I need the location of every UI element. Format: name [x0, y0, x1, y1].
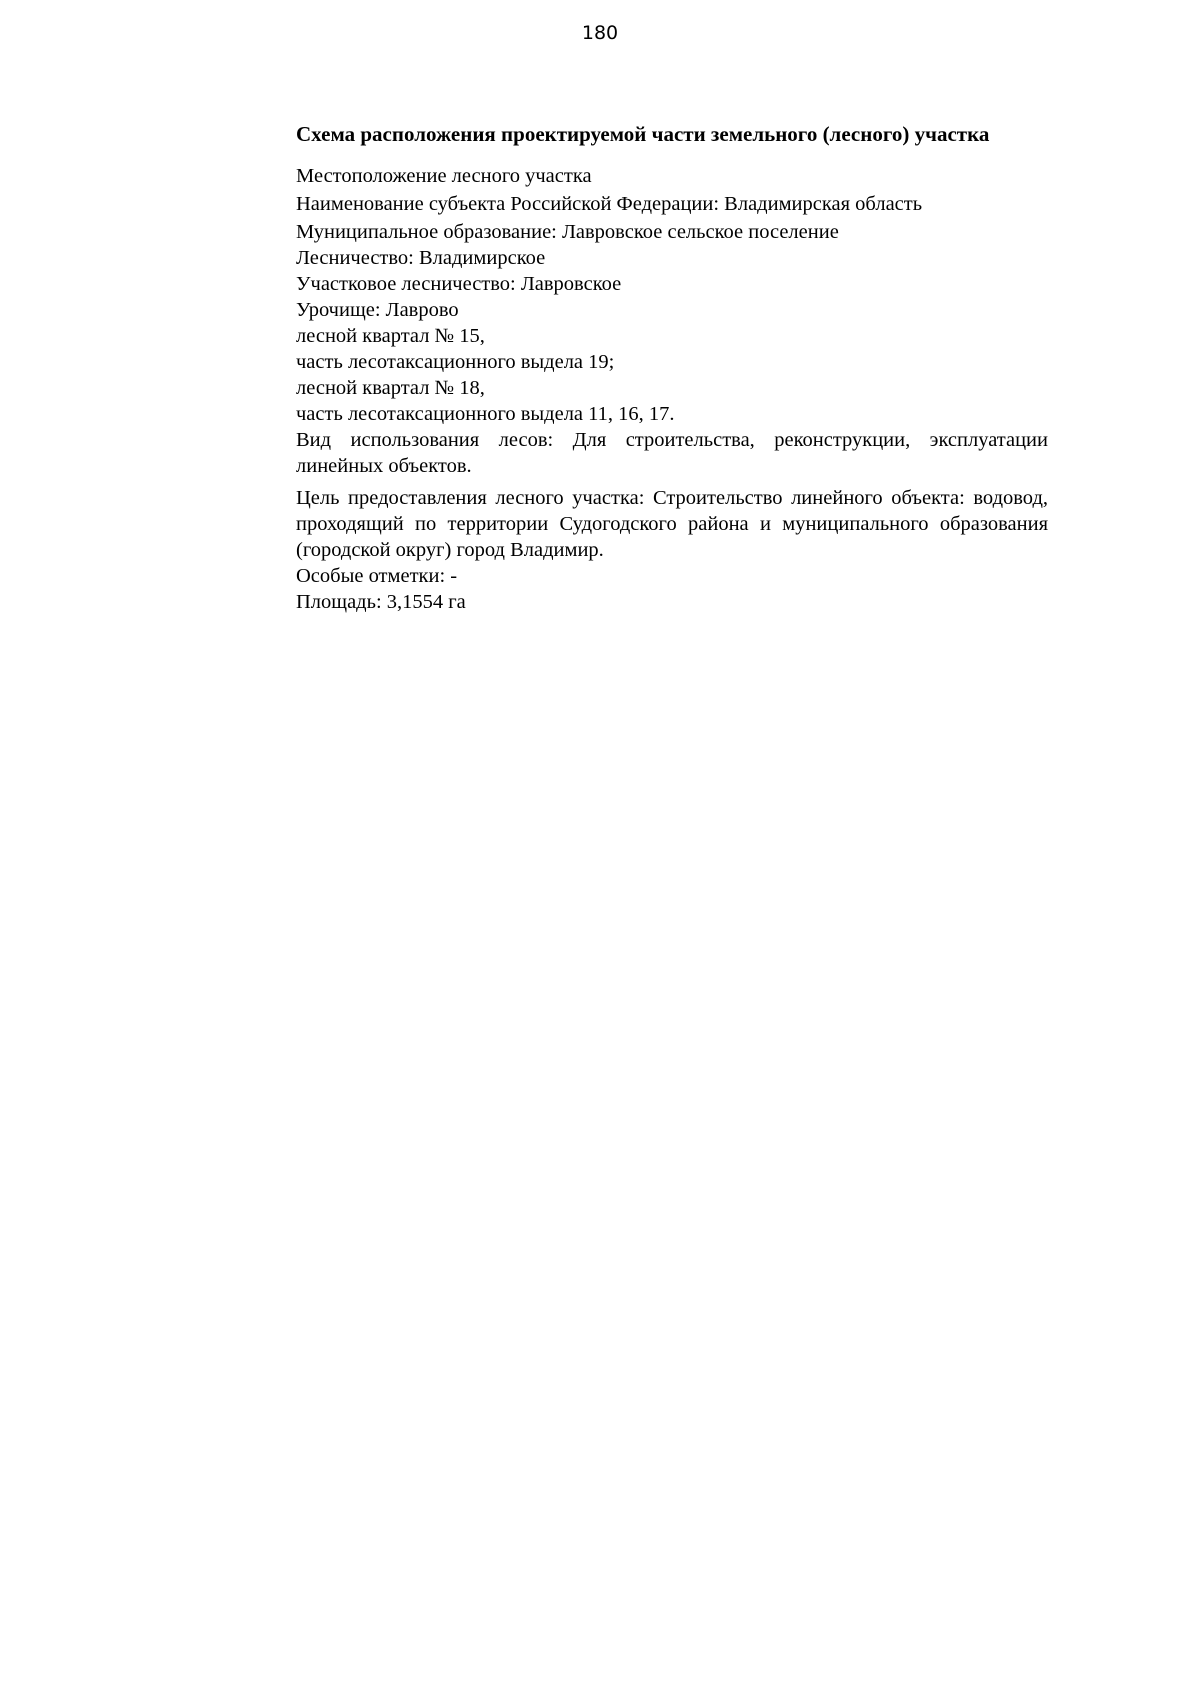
forest-use-paragraph: Вид использования лесов: Для строительства, реконструкции, эксплуатации линейных объектов.	[296, 429, 1048, 477]
allotment-11-16-17-line: часть лесотаксационного выдела 11, 16, 17.	[296, 403, 675, 425]
document-body	[296, 121, 1048, 615]
special-notes-line: Особые отметки: -	[296, 565, 458, 587]
municipality-line: Муниципальное образование: Лавровское сельское поселение	[296, 221, 839, 243]
region-line: Наименование субъекта Российской Федерации: Владимирская область	[296, 193, 923, 215]
tract-line: Урочище: Лаврово	[296, 299, 459, 321]
allotment-19-line: часть лесотаксационного выдела 19;	[296, 351, 615, 373]
document-title: Схема расположения проектируемой части земельного (лесного) участка	[296, 122, 990, 146]
page-number: 180	[581, 22, 619, 44]
purpose-paragraph: Цель предоставления лесного участка: Строительство линейного объекта: водовод, проходящий по территории Судогодского района и муниципального образования (городской округ) город Владимир.	[296, 487, 1048, 561]
forestry-line: Лесничество: Владимирское	[296, 247, 546, 269]
area-line: Площадь: 3,1554 га	[296, 591, 466, 613]
quarter-18-line: лесной квартал № 18,	[296, 377, 485, 399]
district-forestry-line: Участковое лесничество: Лавровское	[296, 273, 622, 295]
quarter-15-line: лесной квартал № 15,	[296, 325, 485, 347]
location-heading: Местоположение лесного участка	[296, 165, 592, 187]
